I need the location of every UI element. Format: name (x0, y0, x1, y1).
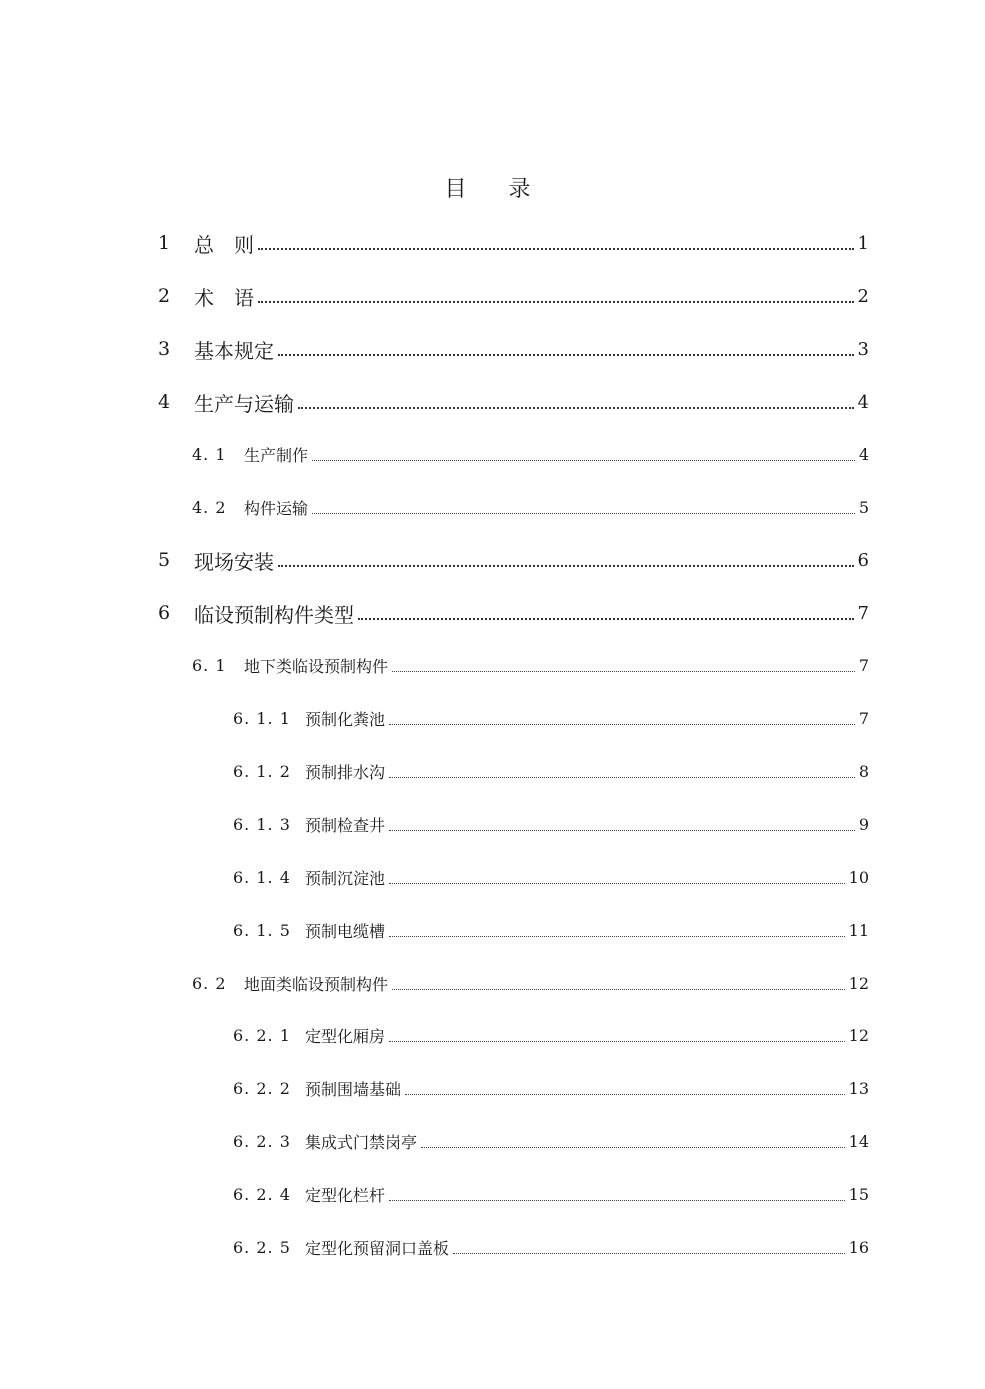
dot-leader (405, 1094, 845, 1095)
page-title: 目 录 (444, 177, 541, 202)
entry-label: 生产与运输 (194, 391, 294, 416)
entry-number: 6 (158, 602, 171, 624)
dot-leader (392, 989, 845, 990)
entry-number: 2 (158, 285, 171, 307)
entry-number: 6. 2. 2 (233, 1078, 291, 1098)
entry-label: 术 语 (194, 285, 254, 310)
toc-entry[interactable] (158, 332, 869, 366)
entry-label: 预制电缆槽 (305, 921, 386, 941)
entry-label: 定型化栏杆 (305, 1185, 386, 1205)
entry-page: 6 (857, 549, 869, 571)
entry-number: 6. 2. 1 (233, 1025, 291, 1045)
toc-entry[interactable] (158, 226, 869, 260)
entry-number: 4. 1 (192, 444, 227, 464)
dot-leader (392, 671, 855, 672)
entry-number: 1 (158, 232, 171, 254)
entry-page: 9 (858, 814, 869, 834)
entry-number: 6. 1. 4 (233, 867, 291, 887)
entry-label: 现场安装 (194, 549, 274, 574)
toc-entry[interactable] (158, 596, 869, 630)
entry-page: 7 (858, 708, 869, 728)
entry-label: 地下类临设预制构件 (244, 656, 389, 676)
dot-leader (358, 618, 854, 620)
toc-entry[interactable] (158, 385, 869, 419)
entry-page: 7 (858, 655, 869, 675)
entry-number: 6. 2. 5 (233, 1237, 291, 1257)
dot-leader (421, 1147, 845, 1148)
dot-leader (278, 565, 854, 567)
entry-page: 10 (848, 867, 869, 887)
entry-page: 13 (848, 1078, 869, 1098)
dot-leader (389, 1041, 845, 1042)
entry-label: 预制检查井 (305, 815, 386, 835)
entry-number: 5 (158, 549, 171, 571)
dot-leader (258, 248, 854, 250)
entry-label: 总 则 (194, 232, 254, 257)
entry-label: 定型化厢房 (305, 1026, 386, 1046)
toc-entry[interactable] (233, 1177, 869, 1211)
entry-page: 5 (858, 497, 869, 517)
entry-label: 预制沉淀池 (305, 868, 386, 888)
entry-page: 4 (857, 391, 869, 413)
dot-leader (389, 936, 845, 937)
dot-leader (312, 460, 855, 461)
toc-entry[interactable] (233, 701, 869, 735)
entry-page: 3 (857, 338, 869, 360)
entry-number: 6. 1. 5 (233, 920, 291, 940)
entry-label: 临设预制构件类型 (194, 602, 354, 627)
entry-label: 生产制作 (244, 445, 309, 465)
toc-entry[interactable] (192, 966, 869, 1000)
entry-label: 集成式门禁岗亭 (305, 1132, 418, 1152)
entry-number: 3 (158, 338, 171, 360)
dot-leader (389, 724, 855, 725)
entry-number: 4 (158, 391, 171, 413)
entry-label: 预制化粪池 (305, 709, 386, 729)
dot-leader (298, 407, 854, 409)
dot-leader (389, 777, 855, 778)
entry-page: 14 (848, 1131, 869, 1151)
dot-leader (258, 301, 854, 303)
entry-page: 4 (858, 444, 869, 464)
toc-entry[interactable] (233, 860, 869, 894)
toc-entry[interactable] (192, 648, 869, 682)
entry-label: 预制围墙基础 (305, 1079, 402, 1099)
toc-entry[interactable] (233, 754, 869, 788)
toc-entry[interactable] (233, 1230, 869, 1264)
entry-number: 4. 2 (192, 497, 227, 517)
entry-number: 6. 1. 1 (233, 708, 291, 728)
entry-page: 12 (848, 1025, 869, 1045)
entry-page: 15 (848, 1184, 869, 1204)
toc-entry[interactable] (158, 279, 869, 313)
entry-page: 11 (848, 920, 869, 940)
toc-entry[interactable] (158, 543, 869, 577)
entry-page: 2 (857, 285, 869, 307)
dot-leader (453, 1253, 845, 1254)
toc-entry[interactable] (233, 913, 869, 947)
entry-label: 定型化预留洞口盖板 (305, 1238, 450, 1258)
entry-number: 6. 2. 4 (233, 1184, 291, 1204)
entry-label: 地面类临设预制构件 (244, 974, 389, 994)
toc-entry[interactable] (233, 1018, 869, 1052)
entry-number: 6. 1 (192, 655, 227, 675)
entry-page: 8 (858, 761, 869, 781)
entry-number: 6. 1. 2 (233, 761, 291, 781)
entry-label: 预制排水沟 (305, 762, 386, 782)
entry-page: 7 (857, 602, 869, 624)
toc-entry[interactable] (192, 437, 869, 471)
dot-leader (389, 883, 845, 884)
dot-leader (389, 830, 855, 831)
entry-label: 构件运输 (244, 498, 309, 518)
entry-label: 基本规定 (194, 338, 274, 363)
entry-page: 12 (848, 973, 869, 993)
dot-leader (278, 354, 854, 356)
entry-number: 6. 2. 3 (233, 1131, 291, 1151)
entry-number: 6. 1. 3 (233, 814, 291, 834)
toc-entry[interactable] (192, 490, 869, 524)
entry-page: 1 (857, 232, 869, 254)
toc-entry[interactable] (233, 1071, 869, 1105)
entry-page: 16 (848, 1237, 869, 1257)
dot-leader (312, 513, 855, 514)
dot-leader (389, 1200, 845, 1201)
entry-number: 6. 2 (192, 973, 227, 993)
toc-entry[interactable] (233, 1124, 869, 1158)
toc-entry[interactable] (233, 807, 869, 841)
